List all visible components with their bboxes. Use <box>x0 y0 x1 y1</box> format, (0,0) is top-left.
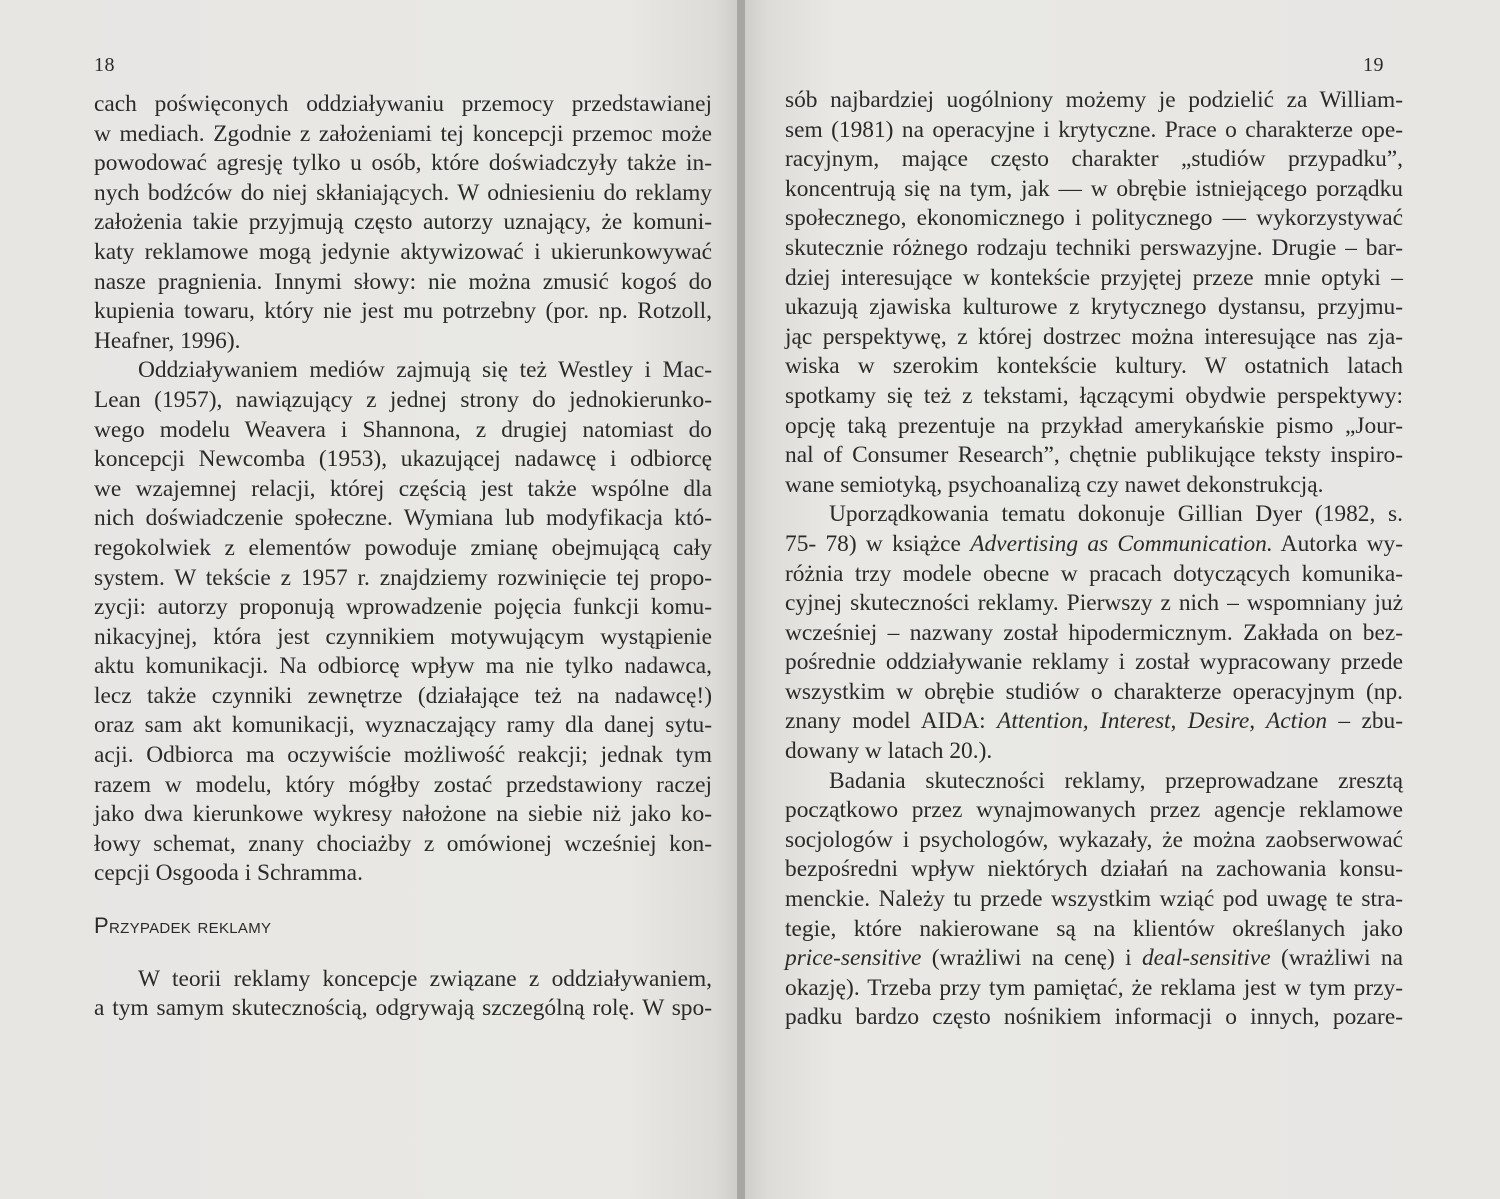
text-line: ukazują zjawiska kulturowe z krytycznego dystansu, przyjmu- <box>785 294 1403 321</box>
text-line: wcześniej – nazwany został hipodermicznym. Zakłada on bez- <box>785 619 1403 646</box>
text-line: kupienia towaru, który nie jest mu potrzebny (por. np. Rotzoll, <box>94 298 712 325</box>
text-line: nich doświadczenie społeczne. Wymiana lub modyfikacja któ- <box>94 505 712 532</box>
text-line: dziej interesujące w kontekście przyjętej przeze mnie optyki – <box>785 264 1403 291</box>
text-line: razem w modelu, który mógłby zostać przedstawiony raczej <box>94 771 712 798</box>
text-line: wszystkim w obrębie studiów o charakterze operacyjnym (np. <box>785 678 1403 705</box>
text-line <box>785 530 1403 560</box>
text-line: lecz także czynniki zewnętrze (działające też na nadawcę!) <box>94 682 712 709</box>
paragraph-2-left <box>94 356 712 889</box>
text-line: pośrednie oddziaływanie reklamy i został wypracowany przede <box>785 649 1403 676</box>
text-line: wego modelu Weavera i Shannona, z drugiej natomiast do <box>94 416 712 443</box>
text-line: a tym samym skutecznością, odgrywają szczególną rolę. W spo- <box>94 995 712 1022</box>
book-title: Advertising as Communication. <box>970 530 1273 557</box>
text-line: cyjnej skuteczności reklamy. Pierwszy z nich – wspomniany już <box>785 590 1403 617</box>
text-line: Uporządkowania tematu dokonuje Gillian Dyer (1982, s. <box>829 501 1403 528</box>
text-line: w mediach. Zgodnie z założeniami tej koncepcji przemoc może <box>94 120 712 147</box>
text-line: początkowo przez wynajmowanych przez agencje reklamowe <box>785 797 1403 824</box>
text-line: tegie, które nakierowane są na klientów określanych jako <box>785 915 1403 942</box>
text-run: – zbu- <box>1327 708 1404 735</box>
text-line: jąc perspektywę, z której dostrzec można interesujące nas zja- <box>785 323 1403 350</box>
page-number-left: 18 <box>94 54 115 76</box>
section-heading: Przypadek reklamy <box>94 913 272 939</box>
text-line: acji. Odbiorca ma oczywiście możliwość reakcji; jednak tym <box>94 742 712 769</box>
text-line: socjologów i psychologów, wykazały, że można zaobserwować <box>785 826 1403 853</box>
text-line: Oddziaływaniem mediów zajmują się też Westley i Mac- <box>138 357 712 384</box>
term: price-sensitive <box>785 945 922 972</box>
text-line: nikacyjnej, która jest czynnikiem motywującym wystąpienie <box>94 623 712 650</box>
model-name: Attention, Interest, Desire, Action <box>997 708 1328 735</box>
paragraph-1-left <box>94 90 712 356</box>
text-line: założenia takie przyjmują często autorzy uznający, że komuni- <box>94 209 712 236</box>
text-line: społecznego, ekonomicznego i politycznego — wykorzystywać <box>785 205 1403 232</box>
left-page-text <box>94 90 712 1024</box>
text-line <box>785 707 1403 737</box>
paragraph-3-left <box>94 965 712 1024</box>
right-page <box>745 0 1500 1199</box>
text-line: oraz sam akt komunikacji, wyznaczający ramy dla danej sytu- <box>94 712 712 739</box>
text-line: cach poświęconych oddziaływaniu przemocy przedstawianej <box>94 91 712 117</box>
text-run: (wrażliwi na <box>1270 945 1403 972</box>
text-line: W teorii reklamy koncepcje związane z oddziaływaniem, <box>138 965 712 992</box>
text-line: jako dwa kierunkowe wykresy nałożone na siebie niż jako ko- <box>94 801 712 828</box>
left-page <box>0 0 737 1199</box>
right-page-text <box>785 86 1403 1033</box>
text-line: opcję taką prezentuje na przykład amerykańskie pismo „Jour- <box>785 412 1403 439</box>
text-line: we wzajemnej relacji, której częścią jest także wspólne dla <box>94 475 712 502</box>
term: deal-sensitive <box>1141 945 1271 972</box>
text-line: Lean (1957), nawiązujący z jednej strony do jednokierunko- <box>94 386 712 413</box>
paragraph-2-right <box>785 500 1403 766</box>
text-line: koncentrują się na tym, jak — w obrębie istniejącego porządku <box>785 175 1403 202</box>
text-line <box>785 944 1403 974</box>
text-line: skutecznie różnego rodzaju techniki perswazyjne. Drugie – bar- <box>785 234 1403 261</box>
text-line: okazję). Trzeba przy tym pamiętać, że reklama jest w tym przy- <box>785 974 1403 1001</box>
text-line: zycji: autorzy proponują wprowadzenie pojęcia funkcji komu- <box>94 594 712 621</box>
book-gutter <box>737 0 745 1199</box>
paragraph-1-right <box>785 86 1403 500</box>
text-line: spotkamy się też z tekstami, łączącymi obydwie perspektywy: <box>785 382 1403 409</box>
text-run: 75- 78) w książce <box>785 530 971 557</box>
text-line: Badania skuteczności reklamy, przeprowadzane zresztą <box>829 767 1403 794</box>
page-number-right: 19 <box>1363 54 1384 76</box>
text-run: znany model AIDA: <box>785 708 998 735</box>
text-line: łowy schemat, znany chociażby z omówionej wcześniej kon- <box>94 830 712 857</box>
text-line: dowany w latach 20.). <box>785 738 993 765</box>
text-line: sem (1981) na operacyjne i krytyczne. Prace o charakterze ope- <box>785 116 1403 143</box>
text-line: różnia trzy modele obecne w pracach dotyczących komunika- <box>785 560 1403 587</box>
text-line: nasze pragnienia. Innymi słowy: nie można zmusić kogoś do <box>94 268 712 295</box>
text-line: menckie. Należy tu przede wszystkim wziąć pod uwagę te stra- <box>785 886 1403 913</box>
text-run: Autorka wy- <box>1272 530 1403 557</box>
text-line: system. W tekście z 1957 r. znajdziemy rozwinięcie tej propo- <box>94 564 712 591</box>
text-line: katy reklamowe mogą jedynie aktywizować i ukierunkowywać <box>94 238 712 265</box>
text-line: nych bodźców do niej skłaniających. W odniesieniu do reklamy <box>94 179 712 206</box>
text-run: (wrażliwi na cenę) i <box>921 945 1142 972</box>
text-line: wiska w szerokim kontekście kultury. W ostatnich latach <box>785 353 1403 380</box>
text-line: wane semiotyką, psychoanalizą czy nawet dekonstrukcją. <box>785 471 1324 498</box>
text-line: regokolwiek z elementów powoduje zmianę obejmującą cały <box>94 534 712 561</box>
text-line: bezpośredni wpływ niektórych działań na zachowania konsu- <box>785 856 1403 883</box>
paragraph-3-right <box>785 767 1403 1033</box>
text-line: cepcji Osgooda i Schramma. <box>94 860 363 887</box>
text-line: racyjnym, mające często charakter „studiów przypadku”, <box>785 146 1403 173</box>
text-line: sób najbardziej uogólniony możemy je podzielić za William- <box>785 87 1403 113</box>
text-line: powodować agresję tylko u osób, które doświadczyły także in- <box>94 150 712 177</box>
text-line: padku bardzo często nośnikiem informacji o innych, pozare- <box>785 1004 1403 1031</box>
text-line: aktu komunikacji. Na odbiorcę wpływ ma nie tylko nadawca, <box>94 653 712 680</box>
text-line: koncepcji Newcomba (1953), ukazującej nadawcę i odbiorcę <box>94 446 712 473</box>
text-line: nal of Consumer Research”, chętnie publikujące teksty inspiro- <box>785 442 1403 469</box>
text-line: Heafner, 1996). <box>94 327 241 354</box>
